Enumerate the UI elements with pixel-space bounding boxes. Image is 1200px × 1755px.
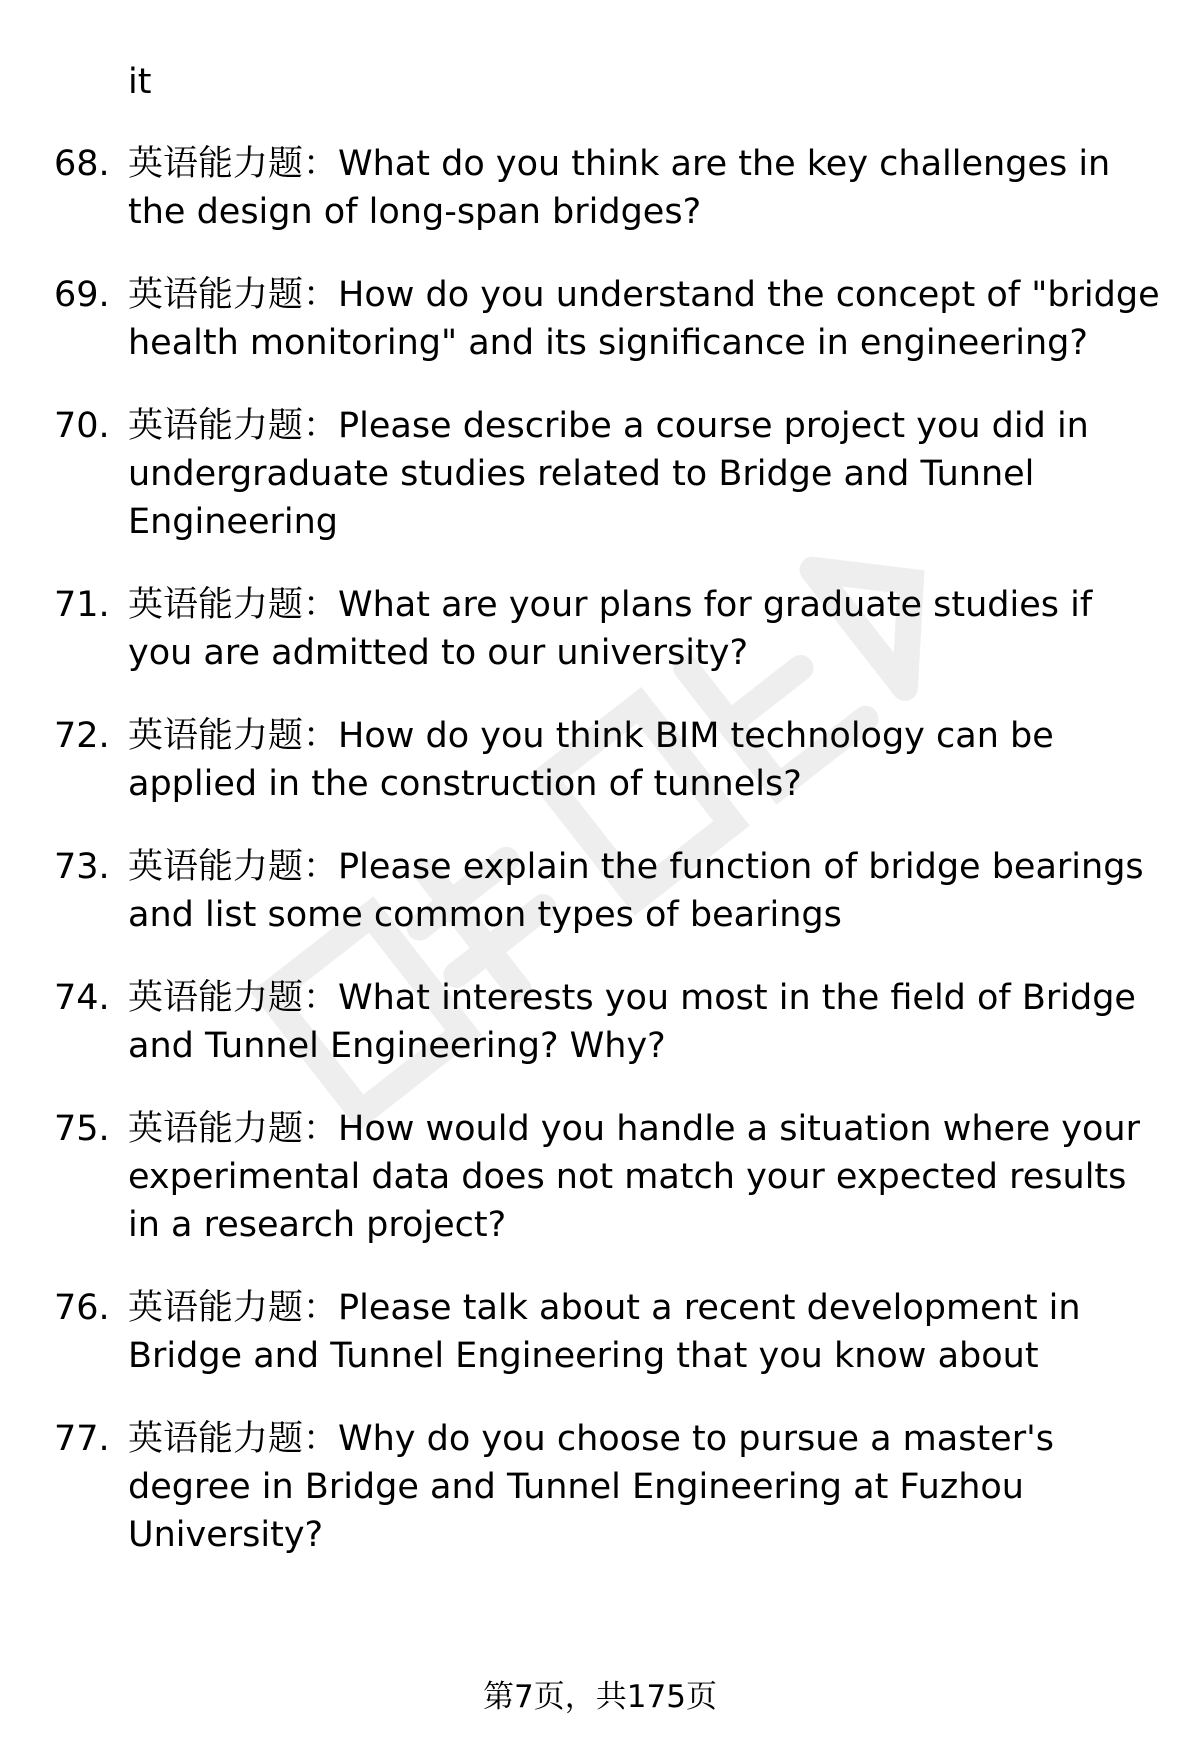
question-text: Please describe a course project you did in undergraduate studies related to Bridge and Tunnel Engineering [128, 406, 1089, 542]
question-number: 70. [54, 406, 110, 446]
question-number: 73. [54, 847, 110, 887]
page-number-footer: 第7页，共175页 [483, 1679, 717, 1715]
question-tag: 英语能力题： [128, 406, 339, 446]
question-tag: 英语能力题： [128, 978, 339, 1018]
question-text: Why do you choose to pursue a master's degree in Bridge and Tunnel Engineering at Fuzhou University? [128, 1419, 1054, 1555]
question-number: 69. [54, 275, 110, 315]
question-number: 77. [54, 1419, 110, 1459]
question-item [54, 843, 1164, 939]
question-text: How would you handle a situation where your experimental data does not match your expected results in a research project? [128, 1109, 1141, 1245]
question-body [128, 271, 1164, 367]
question-number: 71. [54, 585, 110, 625]
question-text: How do you understand the concept of "bridge health monitoring" and its significance in engineering? [128, 275, 1160, 363]
question-item [54, 402, 1164, 546]
question-tag: 英语能力题： [128, 585, 339, 625]
question-body [128, 581, 1164, 677]
question-body [128, 402, 1164, 546]
question-item [54, 974, 1164, 1070]
question-body [128, 140, 1164, 236]
question-number: 75. [54, 1109, 110, 1149]
question-item [54, 271, 1164, 367]
question-text: How do you think BIM technology can be applied in the construction of tunnels? [128, 716, 1054, 804]
question-item [54, 581, 1164, 677]
question-body [128, 712, 1164, 808]
question-tag: 英语能力题： [128, 1109, 339, 1149]
question-item [54, 1284, 1164, 1380]
question-text: What do you think are the key challenges in the design of long-span bridges? [128, 144, 1111, 232]
question-body [128, 843, 1164, 939]
question-tag: 英语能力题： [128, 1288, 339, 1328]
question-text: Please explain the function of bridge bearings and list some common types of bearings [128, 847, 1144, 935]
question-item [54, 1105, 1164, 1249]
question-text: What are your plans for graduate studies if you are admitted to our university? [128, 585, 1093, 673]
question-tag: 英语能力题： [128, 1419, 339, 1459]
question-text: Please talk about a recent development in Bridge and Tunnel Engineering that you know about [128, 1288, 1081, 1376]
question-tag: 英语能力题： [128, 144, 339, 184]
question-tag: 英语能力题： [128, 716, 339, 756]
question-text: What interests you most in the field of Bridge and Tunnel Engineering? Why? [128, 978, 1136, 1066]
question-number: 76. [54, 1288, 110, 1328]
question-number: 74. [54, 978, 110, 1018]
question-item [54, 140, 1164, 236]
question-tag: 英语能力题： [128, 275, 339, 315]
question-item [54, 712, 1164, 808]
question-number: 72. [54, 716, 110, 756]
question-body [128, 974, 1164, 1070]
question-body [128, 1105, 1164, 1249]
question-body [128, 1284, 1164, 1380]
question-list [54, 140, 1164, 1594]
question-body [128, 1415, 1164, 1559]
question-number: 68. [54, 144, 110, 184]
question-tag: 英语能力题： [128, 847, 339, 887]
question-item [54, 1415, 1164, 1559]
continuation-text: it [128, 62, 152, 102]
